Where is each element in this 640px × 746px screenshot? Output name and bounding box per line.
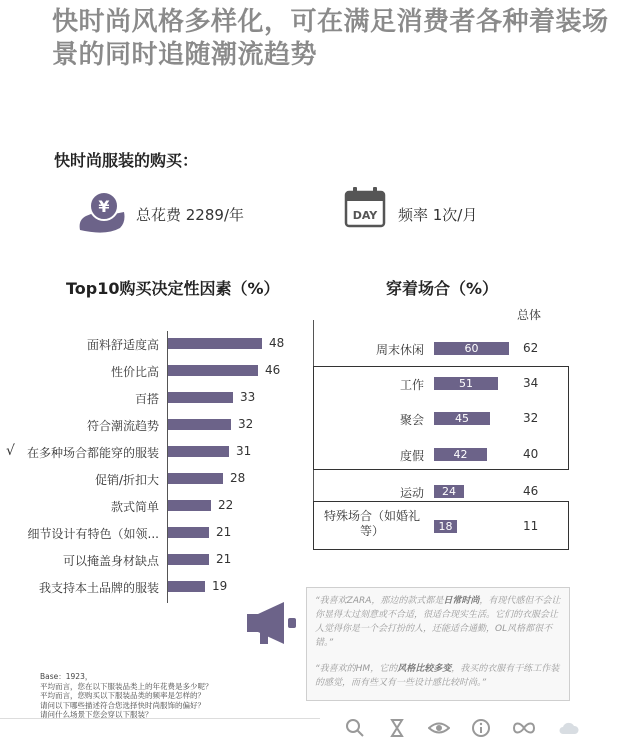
factor-value: 22 [218, 498, 234, 512]
occasions-chart-title: 穿着场合（%） [386, 279, 499, 298]
occasion-bar: 18 [434, 520, 457, 533]
infinity-icon[interactable] [512, 718, 534, 740]
occasion-total-value: 62 [523, 341, 539, 355]
quote-2-text-end: ，我买的衣服有干练工作装的感觉，而有些又有一些设计感比较时尚。” [315, 664, 560, 688]
occasion-bar: 42 [434, 448, 487, 461]
factor-value: 21 [216, 525, 232, 539]
occasion-total-value: 32 [523, 411, 539, 425]
factor-label: 我支持本土品牌的服装 [38, 581, 159, 595]
occasion-total-value: 34 [523, 376, 539, 390]
check-mark-icon: √ [6, 443, 15, 459]
quote-2-text: “我喜欢的HM，它的 [315, 664, 398, 674]
factor-value: 19 [212, 579, 228, 593]
quote-2-highlight: 风格比较多变 [397, 664, 452, 674]
section-title: 快时尚服装的购买： [54, 151, 199, 170]
factor-value: 46 [265, 363, 281, 377]
occasion-label: 运动 [399, 486, 424, 500]
factor-label: 可以掩盖身材缺点 [62, 554, 159, 568]
factor-label: 符合潮流趋势 [86, 419, 159, 433]
quote-2 [315, 662, 561, 690]
factor-bar [168, 338, 262, 349]
factor-bar [168, 500, 211, 511]
note-line: Base：1923， [40, 672, 93, 681]
toolbar-divider [0, 718, 320, 719]
factor-value: 21 [216, 552, 232, 566]
quote-1-text-end: ，有现代感但不会让你显得太过刻意或不合适，很适合现实生活。它们的衣服会让人觉得你是一个会打扮的人，还能适合通勤，OL风格都很不错。” [315, 596, 561, 648]
occasion-bar: 60 [434, 342, 509, 355]
note-line: 请问什么场景下您会穿以下服装？ [40, 710, 153, 719]
day-label: DAY [352, 209, 378, 222]
factor-label: 款式简单 [110, 500, 159, 514]
occasion-bar: 24 [434, 485, 464, 498]
factor-bar [168, 473, 223, 484]
factor-value: 48 [269, 336, 285, 350]
occasion-label: 周末休闲 [375, 343, 424, 357]
factor-value: 28 [230, 471, 246, 485]
kpi-spend: 总花费 2289/年 [136, 206, 244, 224]
occasion-label: 度假 [399, 449, 424, 463]
factor-bar [168, 554, 209, 565]
occasion-total-value: 46 [523, 484, 539, 498]
quote-1-text: “我喜欢ZARA，那边的款式都是 [315, 596, 444, 606]
occasion-label: 特殊场合（如婚礼等） [323, 509, 420, 538]
megaphone-icon [244, 600, 300, 646]
factor-value: 32 [238, 417, 254, 431]
factor-value: 33 [240, 390, 256, 404]
info-icon[interactable] [470, 718, 492, 740]
occasion-total-value: 40 [523, 447, 539, 461]
occasion-bar: 45 [434, 412, 490, 425]
eye-icon[interactable] [428, 718, 450, 740]
note-line: 平均而言，您购买以下服装品类的频率是怎样的？ [40, 691, 205, 700]
calendar-icon [344, 186, 386, 228]
quote-1-highlight: 日常时尚 [443, 596, 480, 606]
page-headline: 快时尚风格多样化，可在满足消费者各种着装场景的同时追随潮流趋势 [52, 7, 609, 70]
spend-icon [76, 190, 128, 234]
factor-label: 在多种场合都能穿的服装 [26, 446, 159, 460]
yen-symbol: ¥ [98, 197, 110, 216]
factor-label: 百搭 [134, 392, 159, 406]
kpi-frequency: 频率 1次/月 [398, 206, 478, 224]
note-line: 平均而言，您在以下服装品类上的年花费是多少呢？ [40, 681, 213, 691]
occasion-label: 聚会 [399, 413, 424, 427]
factor-label: 细节设计有特色（如领... [27, 527, 159, 541]
occasion-total-value: 11 [523, 519, 539, 533]
factor-label: 面料舒适度高 [86, 338, 159, 352]
factor-value: 31 [236, 444, 252, 458]
factor-bar [168, 581, 205, 592]
quote-1 [315, 594, 561, 650]
factor-bar [168, 365, 258, 376]
occasion-label: 工作 [399, 378, 424, 392]
note-line: 请问以下哪些描述符合您选择快时尚服饰的偏好？ [40, 700, 205, 710]
occasion-bar: 51 [434, 377, 498, 390]
factor-bar [168, 527, 209, 538]
factor-bar [168, 419, 231, 430]
total-column-header: 总体 [517, 308, 542, 322]
factor-label: 促销/折扣大 [94, 473, 159, 487]
hourglass-icon[interactable] [386, 718, 408, 740]
factors-chart-title: Top10购买决定性因素（%） [66, 279, 280, 298]
survey-notes [40, 672, 280, 720]
quote-box [306, 587, 570, 701]
cloud-icon[interactable] [558, 718, 580, 740]
factor-label: 性价比高 [110, 365, 159, 379]
search-icon[interactable] [344, 718, 366, 740]
factor-bar [168, 392, 233, 403]
factor-bar [168, 446, 229, 457]
viewer-toolbar [320, 712, 640, 746]
